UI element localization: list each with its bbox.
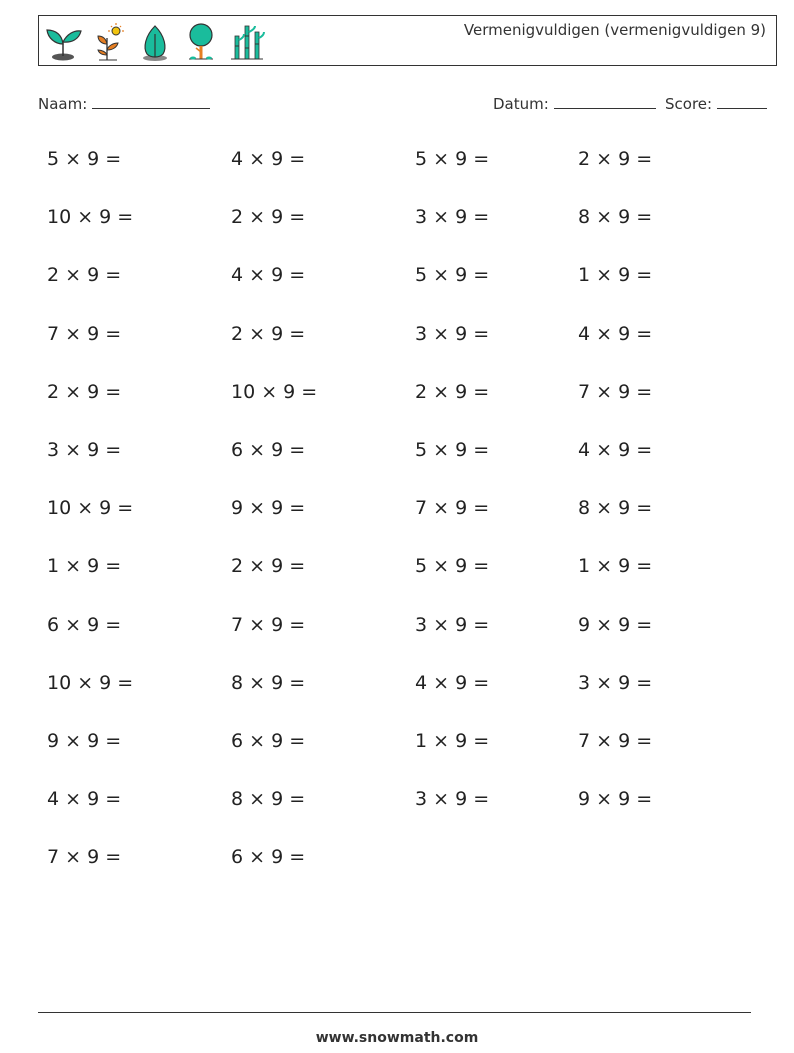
footer-url: www.snowmath.com xyxy=(315,1030,479,1046)
leaf-tree-icon xyxy=(135,22,175,62)
problem-item: 2 × 9 = xyxy=(231,322,306,345)
score-field xyxy=(665,94,767,113)
problem-item: 2 × 9 = xyxy=(231,206,306,229)
problem-item: 6 × 9 = xyxy=(231,846,306,869)
problem-item: 9 × 9 = xyxy=(578,613,653,636)
problem-item: 6 × 9 = xyxy=(231,730,306,752)
score-blank[interactable] xyxy=(717,94,767,109)
problem-item: 9 × 9 = xyxy=(47,730,122,752)
problem-item: 9 × 9 = xyxy=(578,788,653,811)
problem-item: 2 × 9 = xyxy=(415,380,490,403)
problem-item: 4 × 9 = xyxy=(578,439,653,461)
problem-item: 7 × 9 = xyxy=(578,730,653,752)
problem-item: 4 × 9 = xyxy=(578,322,653,345)
problem-item: 10 × 9 = xyxy=(47,671,134,694)
problem-item: 4 × 9 = xyxy=(231,264,306,287)
problem-item: 3 × 9 = xyxy=(415,613,490,636)
header-icons xyxy=(43,20,267,64)
problem-item: 4 × 9 = xyxy=(231,148,306,170)
problem-item: 3 × 9 = xyxy=(415,322,490,345)
problem-item: 5 × 9 = xyxy=(415,439,490,461)
problem-item: 5 × 9 = xyxy=(415,555,490,578)
problem-item: 4 × 9 = xyxy=(415,671,490,694)
flower-sun-icon xyxy=(89,22,129,62)
problem-item: 7 × 9 = xyxy=(578,380,653,403)
problem-item: 8 × 9 = xyxy=(231,671,306,694)
problem-item: 3 × 9 = xyxy=(578,671,653,694)
round-tree-icon xyxy=(181,22,221,62)
date-field xyxy=(493,94,656,113)
problem-item: 2 × 9 = xyxy=(231,555,306,578)
problem-item: 2 × 9 = xyxy=(47,264,122,287)
problem-item: 10 × 9 = xyxy=(47,206,134,229)
problem-item: 5 × 9 = xyxy=(47,148,122,170)
problem-item: 9 × 9 = xyxy=(231,497,306,520)
problem-item: 8 × 9 = xyxy=(231,788,306,811)
problem-item: 7 × 9 = xyxy=(47,846,122,869)
seedling-icon xyxy=(43,22,83,62)
problem-item: 5 × 9 = xyxy=(415,264,490,287)
problem-item: 5 × 9 = xyxy=(415,148,490,170)
problem-item: 3 × 9 = xyxy=(47,439,122,461)
score-label: Score: xyxy=(665,95,713,113)
problem-item: 8 × 9 = xyxy=(578,497,653,520)
date-label: Datum: xyxy=(493,95,549,113)
problem-item: 7 × 9 = xyxy=(415,497,490,520)
problem-item: 10 × 9 = xyxy=(231,380,318,403)
problem-item: 1 × 9 = xyxy=(415,730,490,752)
date-blank[interactable] xyxy=(554,94,656,109)
bamboo-icon xyxy=(227,22,267,62)
page-title: Vermenigvuldigen (vermenigvuldigen 9) xyxy=(463,21,766,39)
problem-item: 4 × 9 = xyxy=(47,788,122,811)
problem-item: 3 × 9 = xyxy=(415,206,490,229)
problem-item: 3 × 9 = xyxy=(415,788,490,811)
problem-item: 7 × 9 = xyxy=(231,613,306,636)
problem-item: 8 × 9 = xyxy=(578,206,653,229)
problem-item: 2 × 9 = xyxy=(47,380,122,403)
problem-item: 1 × 9 = xyxy=(578,264,653,287)
header-box xyxy=(38,15,777,66)
problem-item: 1 × 9 = xyxy=(47,555,122,578)
footer-divider xyxy=(38,1012,751,1013)
problem-item: 10 × 9 = xyxy=(47,497,134,520)
name-label: Naam: xyxy=(38,95,88,113)
problem-item: 2 × 9 = xyxy=(578,148,653,170)
problem-item: 6 × 9 = xyxy=(231,439,306,461)
name-blank[interactable] xyxy=(92,94,210,109)
name-field xyxy=(38,94,210,113)
problem-item: 7 × 9 = xyxy=(47,322,122,345)
problem-item: 1 × 9 = xyxy=(578,555,653,578)
problem-item: 6 × 9 = xyxy=(47,613,122,636)
